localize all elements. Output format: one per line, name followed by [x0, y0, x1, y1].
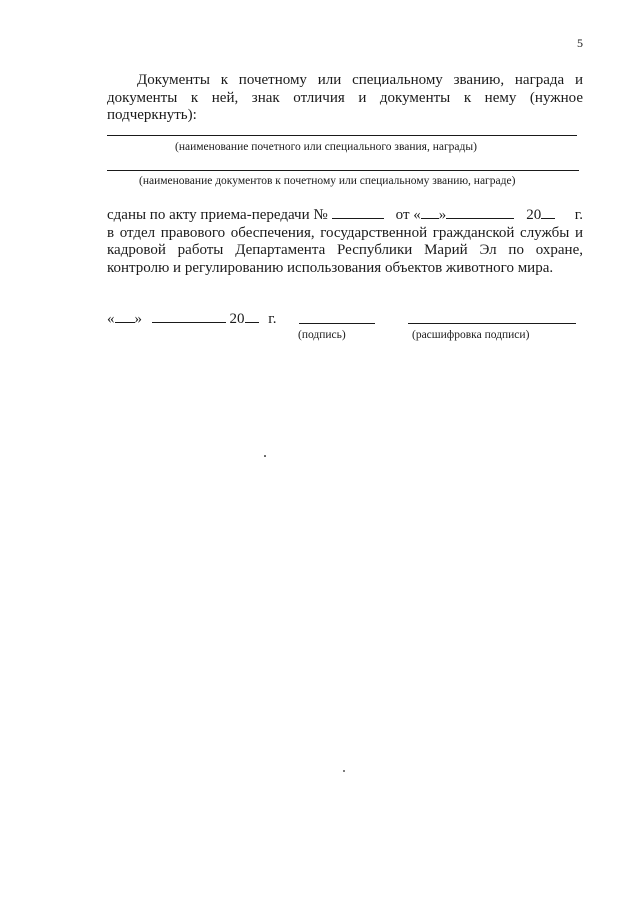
date-year-blank[interactable] — [245, 311, 259, 323]
award-name-caption: (наименование почетного или специального звания, награды) — [175, 141, 477, 153]
page-number: 5 — [577, 36, 583, 50]
signature-caption: (подпись) — [298, 329, 346, 341]
date-line — [107, 311, 276, 328]
date-quote-open: « — [107, 311, 115, 327]
award-documents-caption: (наименование документов к почетному или специальному званию, награде) — [139, 175, 516, 187]
date-month-blank[interactable] — [152, 311, 226, 323]
signature-decoding-caption: (расшифровка подписи) — [412, 329, 530, 341]
date-year-prefix: 20 — [229, 311, 245, 327]
month-blank[interactable] — [446, 207, 514, 219]
act-number-blank[interactable] — [332, 207, 384, 219]
intro-paragraph: Документы к почетному или специальному званию, награда и документы к ней, знак отличия и документы к нему (нужное подчеркнуть): — [107, 72, 583, 123]
day-blank[interactable] — [421, 207, 439, 219]
date-quote-close: » — [134, 311, 142, 327]
signature-line[interactable] — [299, 323, 375, 324]
year-suffix: г. — [574, 207, 583, 223]
award-name-line — [107, 135, 577, 136]
date-year-suffix: г. — [268, 311, 277, 327]
year-blank[interactable] — [541, 207, 555, 219]
signature-decoding-line[interactable] — [408, 323, 576, 324]
scan-speck — [264, 455, 266, 457]
date-day-blank[interactable] — [115, 311, 135, 323]
transfer-paragraph — [107, 207, 583, 277]
transfer-from: от « — [395, 207, 421, 223]
year-prefix: 20 — [526, 207, 542, 223]
transfer-rest: в отдел правового обеспечения, государственной гражданской службы и кадровой работы Департамента Республики Марий Эл по охране, контролю и регулированию использования объектов животного мира. — [107, 224, 583, 276]
transfer-prefix: сданы по акту приема-передачи № — [107, 207, 328, 223]
transfer-first-line — [107, 207, 583, 225]
scan-speck — [343, 770, 345, 772]
award-documents-line — [107, 170, 579, 171]
quote-close: » — [438, 207, 447, 223]
